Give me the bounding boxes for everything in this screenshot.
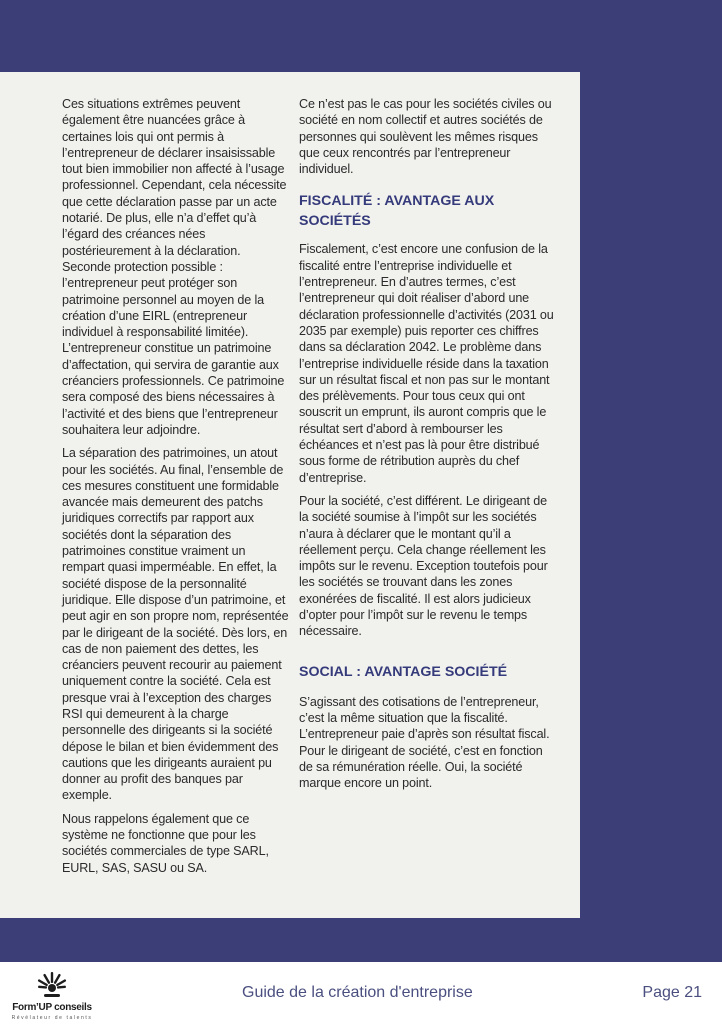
right-column	[299, 96, 555, 798]
paragraph: Nous rappelons également que ce système ne fonctionne que pour les sociétés commerciales de type SARL, EURL, SAS, SASU ou SA.	[62, 811, 269, 875]
guide-title: Guide de la création d'entreprise	[242, 984, 473, 1001]
paragraph: Fiscalement, c’est encore une confusion de la fiscalité entre l’entreprise individuelle et l’entrepreneur. En d’autres termes, c’est l’entrepreneur qui doit réaliser d’abord une déclaration professionnelle d’activités (2031 ou 2035 par exemple) puis reporter ces chiffres dans sa déclaration 2042. Le problème dans l’entreprise individuelle réside dans la taxation sur un résultat fiscal et non pas sur le montant des prélèvements. Pour tous ceux qui ont souscrit un emprunt, ils auront compris que le résultat sert d’abord à rembourser les échéances et n’est pas là pour être distribué sous forme de rétribution auprès du chef d’entreprise.	[299, 242, 554, 485]
logo-fan-icon	[34, 970, 70, 998]
paragraph: Ces situations extrêmes peuvent également être nuancées grâce à certaines lois qui ont permis à l’entrepreneur de déclarer insaisissable tout bien immobilier non affecté à l’usage professionnel. Cependant, cela nécessite que cette déclaration passe par un acte notarié. De plus, elle n’a d’effet qu’à l’égard des créances nées postérieurement à la déclaration. Seconde protection possible : l’entrepreneur peut protéger son patrimoine personnel au moyen de la création d’une EIRL (entrepreneur individuel à responsabilité limitée). L’entrepreneur constitue un patrimoine d’affectation, qui servira de garantie aux créanciers professionnels. Ce patrimoine sera composé des biens nécessaires à l’activité et des biens que l’entrepreneur souhaitera leur adjoindre.	[62, 97, 287, 437]
company-logo	[10, 970, 94, 1020]
section-heading-fiscalite: FISCALITÉ : AVANTAGE AUX SOCIÉTÉS	[299, 193, 495, 230]
paragraph: Ce n’est pas le cas pour les sociétés civiles ou société en nom collectif et autres sociétés de personnes qui soulèvent les mêmes risques que ceux rencontrés par l’entrepreneur individuel.	[299, 97, 552, 177]
paragraph: Pour la société, c’est différent. Le dirigeant de la société soumise à l’impôt sur les sociétés n’aura à déclarer que le montant qu’il a réellement perçu. Cela change réellement les impôts sur le revenu. Exception toutefois pour les sociétés se trouvant dans les zones exonérées de fiscalité. Il est alors judicieux d’opter pour l’impôt sur le revenu le temps nécessaire.	[299, 493, 548, 639]
paragraph: La séparation des patrimoines, un atout pour les sociétés. Au final, l’ensemble de ces mesures constituent une formidable avancée mais demeurent des patchs juridiques correctifs par rapport aux sociétés dont la séparation des patrimoines constitue vraiment un rempart quasi imperméable. En effet, la société dispose de la personnalité juridique. Elle dispose d’un patrimoine, et peut agir en son propre nom, représentée par le dirigeant de la société. Dès lors, en cas de non paiement des dettes, les créanciers peuvent recourir au paiement uniquement contre la société. Cela est presque vrai à l’exception des charges RSI qui demeurent à la charge personnelle des dirigeants si la société dépose le bilan et bien évidemment des cautions que les dirigeants auraient pu donner au profit des banques par exemple.	[62, 446, 289, 803]
section-heading-social: SOCIAL : AVANTAGE SOCIÉTÉ	[299, 663, 508, 680]
logo-tagline: Révélateur de talents	[11, 1015, 93, 1021]
content-sheet	[0, 72, 580, 918]
page-footer	[0, 962, 722, 1024]
left-column	[62, 96, 290, 883]
paragraph: S’agissant des cotisations de l’entrepreneur, c’est la même situation que la fiscalité. L’entrepreneur paie d’après son résultat fiscal. Pour le dirigeant de société, c’est en fonction de sa rémunération réelle. Oui, la société marque encore un point.	[299, 694, 550, 791]
page-number: Page 21	[642, 984, 702, 1001]
logo-name: Form’UP conseils	[12, 1002, 92, 1013]
